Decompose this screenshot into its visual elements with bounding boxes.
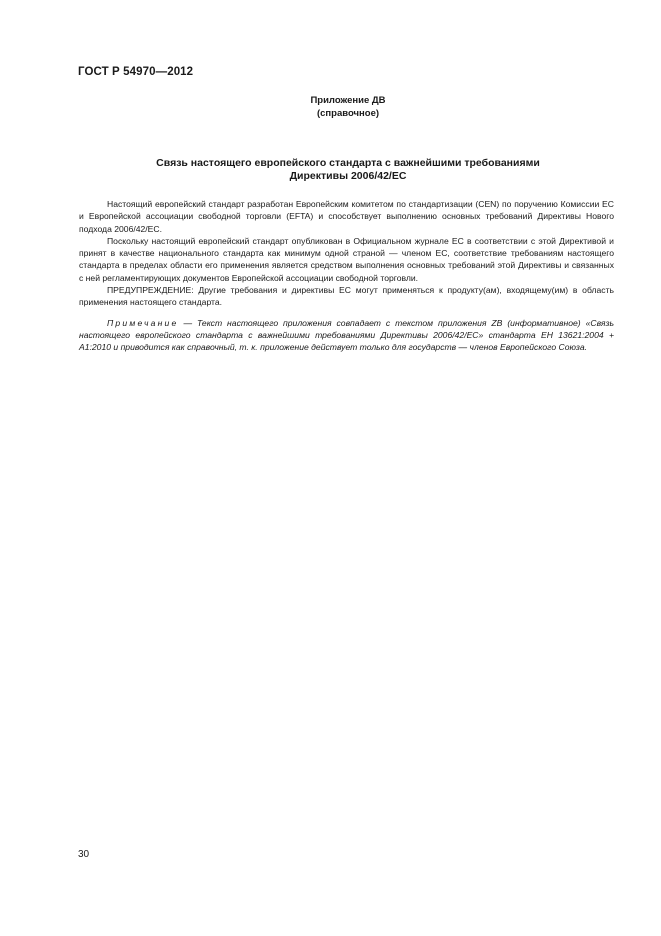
standard-designation: ГОСТ Р 54970—2012 <box>78 66 194 78</box>
annex-title-line1: Связь настоящего европейского стандарта с важнейшими требованиями <box>156 157 540 169</box>
annex-title-line2: Директивы 2006/42/ЕС <box>289 170 407 182</box>
paragraph-2: Поскольку настоящий европейский стандарт опубликован в Официальном журнале ЕС в соответствии с этой Директивой и принят в качестве национального стандарта как минимум одной страной — членом ЕС, соответствие требованиям настоящего стандарта в пределах области его применения является средством выполнения основных требований этой Директивы и связанных с ней регламентирующих документов Европейской ассоциации свободной торговли. <box>79 235 614 283</box>
paragraph-warning: ПРЕДУПРЕЖДЕНИЕ: Другие требования и директивы ЕС могут применяться к продукту(ам), входящему(им) в область применения настоящего стандарта. <box>79 285 614 308</box>
note-label: Примечание <box>107 317 179 328</box>
page-number: 30 <box>78 849 90 860</box>
annex-heading <box>0 94 661 120</box>
annex-label: Приложение ДВ <box>310 95 386 106</box>
paragraph-1: Настоящий европейский стандарт разработан Европейским комитетом по стандартизации (CEN) по поручению Комиссии ЕС и Европейской ассоциации свободной торговли (EFTA) и способствует выполнению основных требований Директивы Нового подхода 2006/42/ЕС. <box>79 199 614 234</box>
annex-kind: (справочное) <box>316 108 380 119</box>
annex-body <box>79 198 614 354</box>
annex-title <box>0 157 661 183</box>
note-text: — Текст настоящего приложения совпадает с текстом приложения ZB (информативное) «Связь настоящего европейского стандарта с важнейшими требованиями Директивы 2006/42/ЕС» стандарта ЕН 13621:2004 + А1:2010 и приводится как справочный, т. к. приложение действует только для государств — членов Европейского Союза. <box>79 317 614 353</box>
note-paragraph <box>79 317 614 354</box>
